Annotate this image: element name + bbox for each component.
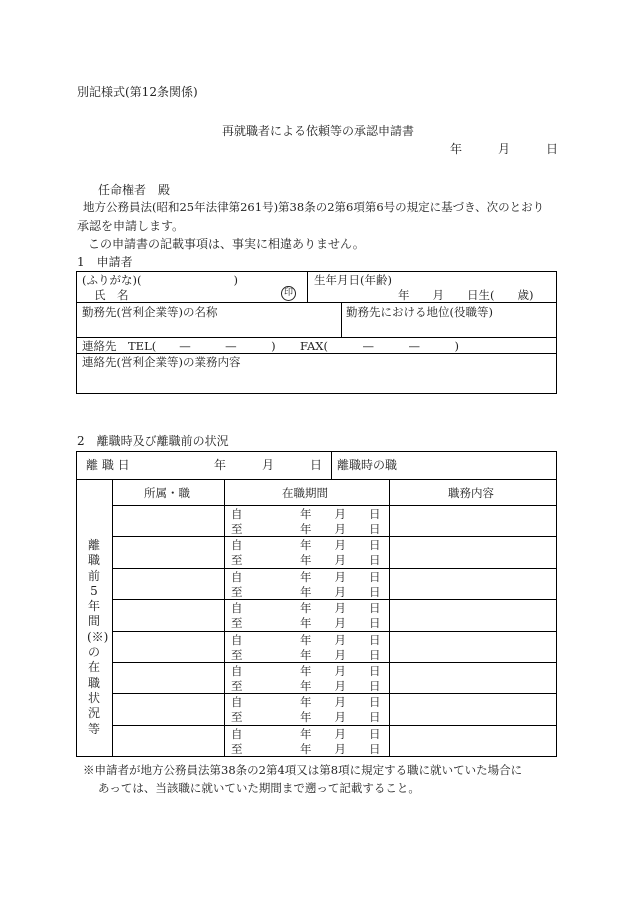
to-label: 至 — [231, 585, 243, 599]
page-title: 再就職者による依頼等の承認申請書 — [222, 124, 415, 138]
retire-date-label: 離 職 日 — [86, 458, 130, 472]
from-label: 自 — [231, 538, 243, 552]
to-date-field[interactable]: 年 月 日 — [300, 522, 381, 536]
name-label: 氏 名 — [94, 288, 129, 302]
from-date-field[interactable]: 年 月 日 — [300, 601, 381, 615]
from-label: 自 — [231, 633, 243, 647]
to-label: 至 — [231, 616, 243, 630]
to-label: 至 — [231, 679, 243, 693]
col-header-period: 在職期間 — [282, 486, 328, 500]
to-date-field[interactable]: 年 月 日 — [300, 710, 381, 724]
from-date-field[interactable]: 年 月 日 — [300, 570, 381, 584]
col-header-duties: 職務内容 — [448, 486, 494, 500]
retire-date-field[interactable]: 年 月 日 — [214, 458, 323, 472]
note-line-1: ※申請者が地方公務員法第38条の2第4項又は第8項に規定する職に就いていた場合に — [83, 763, 523, 777]
to-date-field[interactable]: 年 月 日 — [300, 648, 381, 662]
birthdate-label: 生年月日(年齢) — [314, 273, 392, 287]
to-date-field[interactable]: 年 月 日 — [300, 616, 381, 630]
body-text-1: 地方公務員法(昭和25年法律第261号)第38条の2第6項第6号の規定に基づき、次のとおり — [83, 200, 545, 214]
section1-heading: 1 申請者 — [77, 255, 133, 269]
to-label: 至 — [231, 710, 243, 724]
to-date-field[interactable]: 年 月 日 — [300, 553, 381, 567]
body-text-2: 承認を申請します。 — [77, 219, 185, 233]
col-header-dept: 所属・職 — [144, 486, 190, 500]
furigana-field[interactable]: (ふりがな)( ) — [82, 273, 238, 287]
to-date-field[interactable]: 年 月 日 — [300, 679, 381, 693]
section2-heading: 2 離職時及び離職前の状況 — [77, 434, 229, 448]
to-label: 至 — [231, 553, 243, 567]
from-date-field[interactable]: 年 月 日 — [300, 695, 381, 709]
retire-post-label: 離職時の職 — [337, 458, 398, 472]
to-label: 至 — [231, 742, 243, 756]
to-label: 至 — [231, 648, 243, 662]
birthdate-field[interactable]: 年 月 日生( 歳) — [398, 288, 534, 302]
note-line-2: あっては、当該職に就いていた期間まで遡って記載すること。 — [98, 781, 420, 795]
from-label: 自 — [231, 695, 243, 709]
from-label: 自 — [231, 601, 243, 615]
employer-name-label: 勤務先(営利企業等)の名称 — [82, 305, 218, 319]
from-date-field[interactable]: 年 月 日 — [300, 507, 381, 521]
from-label: 自 — [231, 664, 243, 678]
to-date-field[interactable]: 年 月 日 — [300, 742, 381, 756]
to-date-field[interactable]: 年 月 日 — [300, 585, 381, 599]
to-label: 至 — [231, 522, 243, 536]
seal-mark: 印 — [281, 286, 296, 301]
from-label: 自 — [231, 727, 243, 741]
body-text-3: この申請書の記載事項は、事実に相違ありません。 — [88, 237, 365, 251]
contact-fax-field[interactable]: FAX( — — ) — [300, 339, 459, 353]
employer-position-label: 勤務先における地位(役職等) — [346, 305, 493, 319]
date-line: 年 月 日 — [450, 142, 559, 156]
from-label: 自 — [231, 570, 243, 584]
side-label: 離職前5年間(※)の在職状況等 — [87, 538, 109, 736]
form-label: 別記様式(第12条関係) — [77, 85, 198, 99]
contact-tel-field[interactable]: 連絡先 TEL( — — ) — [82, 339, 276, 353]
addressee: 任命権者 殿 — [98, 183, 171, 197]
business-content-label: 連絡先(営利企業等)の業務内容 — [82, 355, 241, 369]
from-label: 自 — [231, 507, 243, 521]
from-date-field[interactable]: 年 月 日 — [300, 633, 381, 647]
from-date-field[interactable]: 年 月 日 — [300, 538, 381, 552]
from-date-field[interactable]: 年 月 日 — [300, 664, 381, 678]
from-date-field[interactable]: 年 月 日 — [300, 727, 381, 741]
